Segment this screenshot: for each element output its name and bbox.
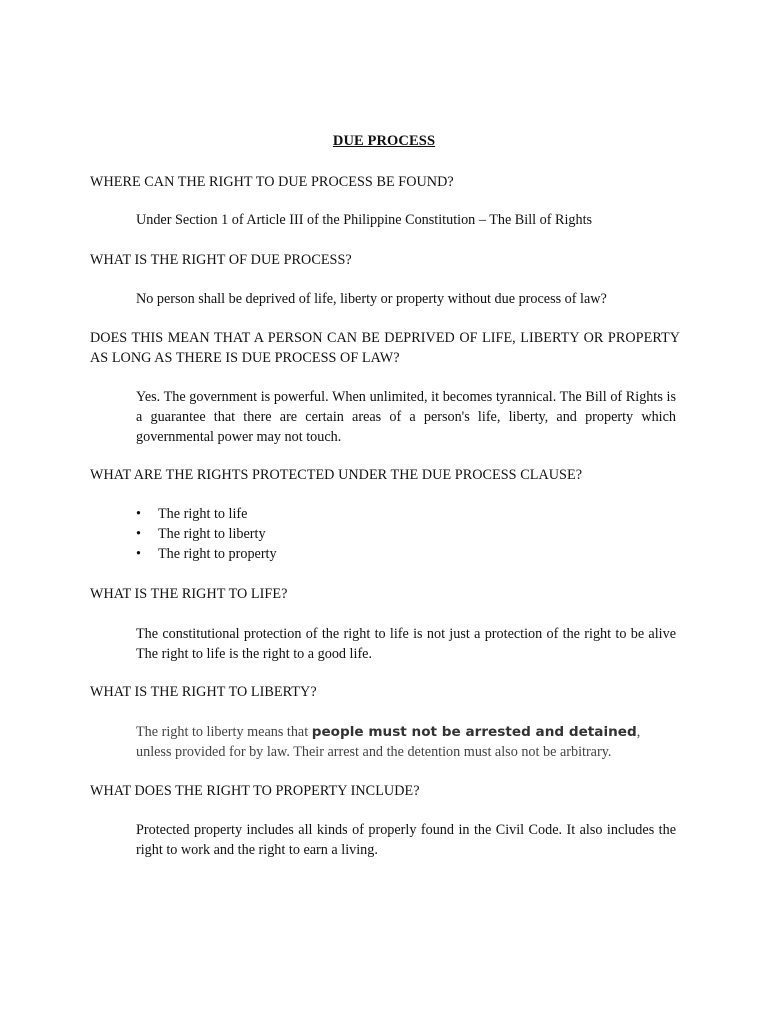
emphasized-text: people must not be arrested and detained <box>311 724 637 740</box>
answer-right-to-property: Protected property includes all kinds of properly found in the Civil Code. It also includes the right to work and the right to earn a living. <box>136 822 676 858</box>
list-item-text: The right to property <box>158 546 277 562</box>
bullet-icon: • <box>136 526 141 542</box>
answer-right-to-life: The constitutional protection of the right to life is not just a protection of the right to be alive The right to life is the right to a good life. <box>136 626 676 662</box>
question-due-process-location: WHERE CAN THE RIGHT TO DUE PROCESS BE FOUND? <box>90 174 454 190</box>
list-item <box>136 524 277 544</box>
list-item-text: The right to life <box>158 506 248 522</box>
answer-text: , unless provided for by law. Their arrest and the detention must also not be arbitrary. <box>136 724 641 760</box>
question-rights-protected: WHAT ARE THE RIGHTS PROTECTED UNDER THE DUE PROCESS CLAUSE? <box>90 467 583 483</box>
answer-deprivation: Yes. The government is powerful. When unlimited, it becomes tyrannical. The Bill of Rights is a guarantee that there are certain areas of a person's life, liberty, and property which governmental power may not touch. <box>136 389 676 445</box>
question-right-to-property: WHAT DOES THE RIGHT TO PROPERTY INCLUDE? <box>90 783 420 799</box>
question-right-to-life: WHAT IS THE RIGHT TO LIFE? <box>90 586 288 602</box>
question-right-to-liberty: WHAT IS THE RIGHT TO LIBERTY? <box>90 684 317 700</box>
list-item-text: The right to liberty <box>158 526 266 542</box>
document-title: DUE PROCESS <box>332 133 436 149</box>
answer-text: The right to liberty means that <box>136 724 312 740</box>
bullet-icon: • <box>136 546 141 562</box>
bullet-icon: • <box>136 506 141 522</box>
question-right-of-due-process: WHAT IS THE RIGHT OF DUE PROCESS? <box>90 252 352 268</box>
question-deprivation: DOES THIS MEAN THAT A PERSON CAN BE DEPRIVED OF LIFE, LIBERTY OR PROPERTY AS LONG AS THERE IS DUE PROCESS OF LAW? <box>90 330 680 366</box>
answer-right-of-due-process: No person shall be deprived of life, liberty or property without due process of law? <box>136 291 607 307</box>
list-item <box>136 504 277 524</box>
answer-due-process-location: Under Section 1 of Article III of the Philippine Constitution – The Bill of Rights <box>136 212 593 228</box>
answer-right-to-liberty <box>136 722 676 762</box>
rights-bullet-list <box>136 504 277 564</box>
list-item <box>136 544 277 564</box>
